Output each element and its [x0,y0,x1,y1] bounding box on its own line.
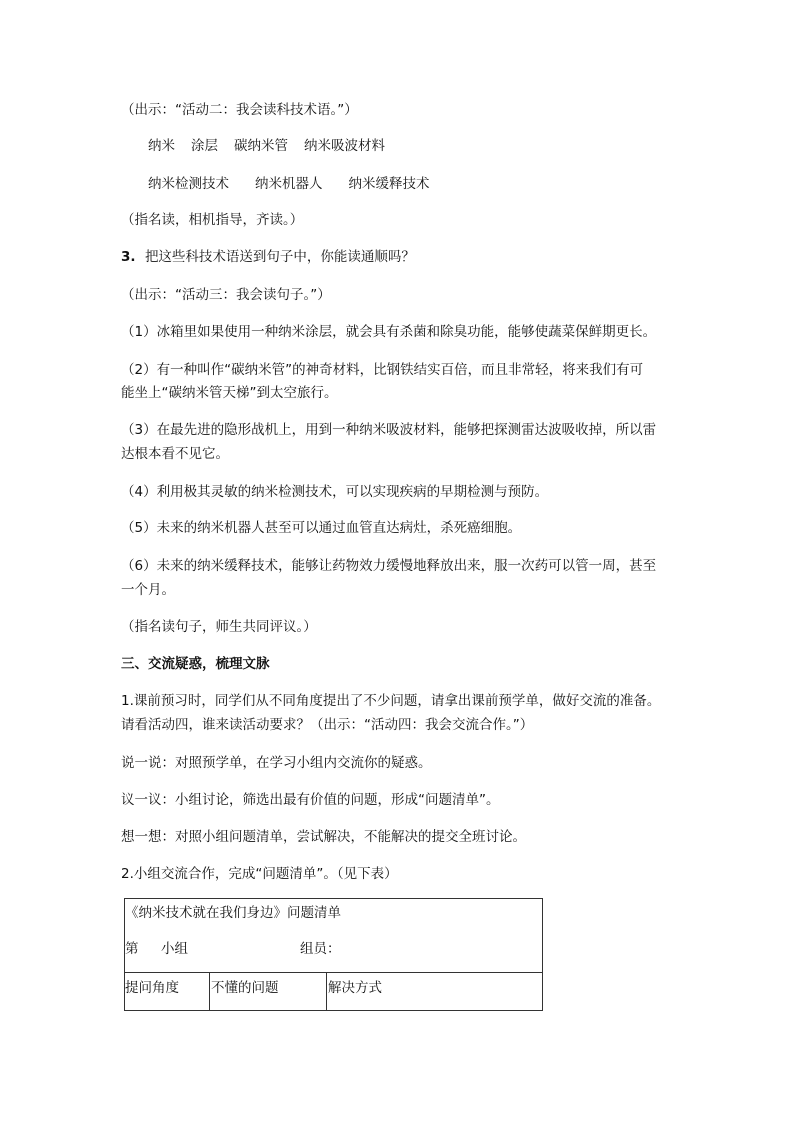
column-header-angle: 提问角度 [125,980,179,996]
question-list-table [124,898,543,1011]
activity3-show: （出示：“活动三：我会读句子。”） [121,287,331,303]
column-divider [326,972,327,1010]
term: 纳米 [148,138,175,154]
step3-heading [121,248,415,266]
table-divider [125,972,542,973]
think-instruction: 想一想：对照小组问题清单，尝试解决，不能解决的提交全班讨论。 [121,829,526,845]
term: 碳纳米管 [234,138,288,154]
sentence-2-line-1: （2）有一种叫作“碳纳米管”的神奇材料，比钢铁结实百倍，而且非常轻，将来我们有可 [121,362,644,378]
table-title: 《纳米技术就在我们身边》问题清单 [125,905,341,921]
sentence-2-line-2: 能坐上“碳纳米管天梯”到太空旅行。 [121,385,338,401]
column-header-question: 不懂的问题 [211,980,279,996]
step-text: 把这些科技术语送到句子中，你能读通顺吗？ [144,249,415,265]
section-3-heading: 三、交流疑惑，梳理文脉 [121,656,270,672]
group-suffix: 小组 [161,941,188,957]
term: 纳米检测技术 [148,176,229,192]
group-prefix: 第 [125,941,139,957]
activity2-show: （出示：“活动二：我会读科技术语。”） [121,102,358,118]
say-instruction: 说一说：对照预学单，在学习小组内交流你的疑惑。 [121,755,432,771]
column-header-solution: 解决方式 [328,980,382,996]
sentence-3-line-1: （3）在最先进的隐形战机上，用到一种纳米吸波材料，能够把探测雷达波吸收掉，所以雷 [121,422,657,438]
column-divider [209,972,210,1010]
section-3-paragraph-1-line-2: 请看活动四，谁来读活动要求？（出示：“活动四：我会交流合作。”） [121,717,534,733]
term: 涂层 [191,138,218,154]
sentence-6-line-2: 一个月。 [121,582,175,598]
step-number: 3. [121,249,136,265]
section-3-paragraph-1-line-1: 1.课前预习时，同学们从不同角度提出了不少问题，请拿出课前预学单，做好交流的准备。 [121,693,661,709]
sentence-4: （4）利用极其灵敏的纳米检测技术，可以实现疾病的早期检测与预防。 [121,484,549,500]
sentence-3-line-2: 达根本看不见它。 [121,446,229,462]
sentence-5: （5）未来的纳米机器人甚至可以通过血管直达病灶，杀死癌细胞。 [121,520,522,536]
term: 纳米吸波材料 [304,138,385,154]
sentences-note: （指名读句子，师生共同评议。） [121,619,317,635]
terms-row-2 [148,175,430,193]
discuss-instruction: 议一议：小组讨论，筛选出最有价值的问题，形成“问题清单”。 [121,792,500,808]
section-3-paragraph-2: 2.小组交流合作，完成“问题清单”。（见下表） [121,866,398,882]
term: 纳米机器人 [255,176,323,192]
sentence-1: （1）冰箱里如果使用一种纳米涂层，就会具有杀菌和除臭功能，能够使蔬菜保鲜期更长。 [121,324,657,340]
term: 纳米缓释技术 [348,176,430,192]
members-label: 组员： [300,941,341,957]
activity2-note: （指名读，相机指导，齐读。） [121,212,304,228]
sentence-6-line-1: （6）未来的纳米缓释技术，能够让药物效力缓慢地释放出来，服一次药可以管一周，甚至 [121,558,657,574]
terms-row-1 [148,137,385,155]
